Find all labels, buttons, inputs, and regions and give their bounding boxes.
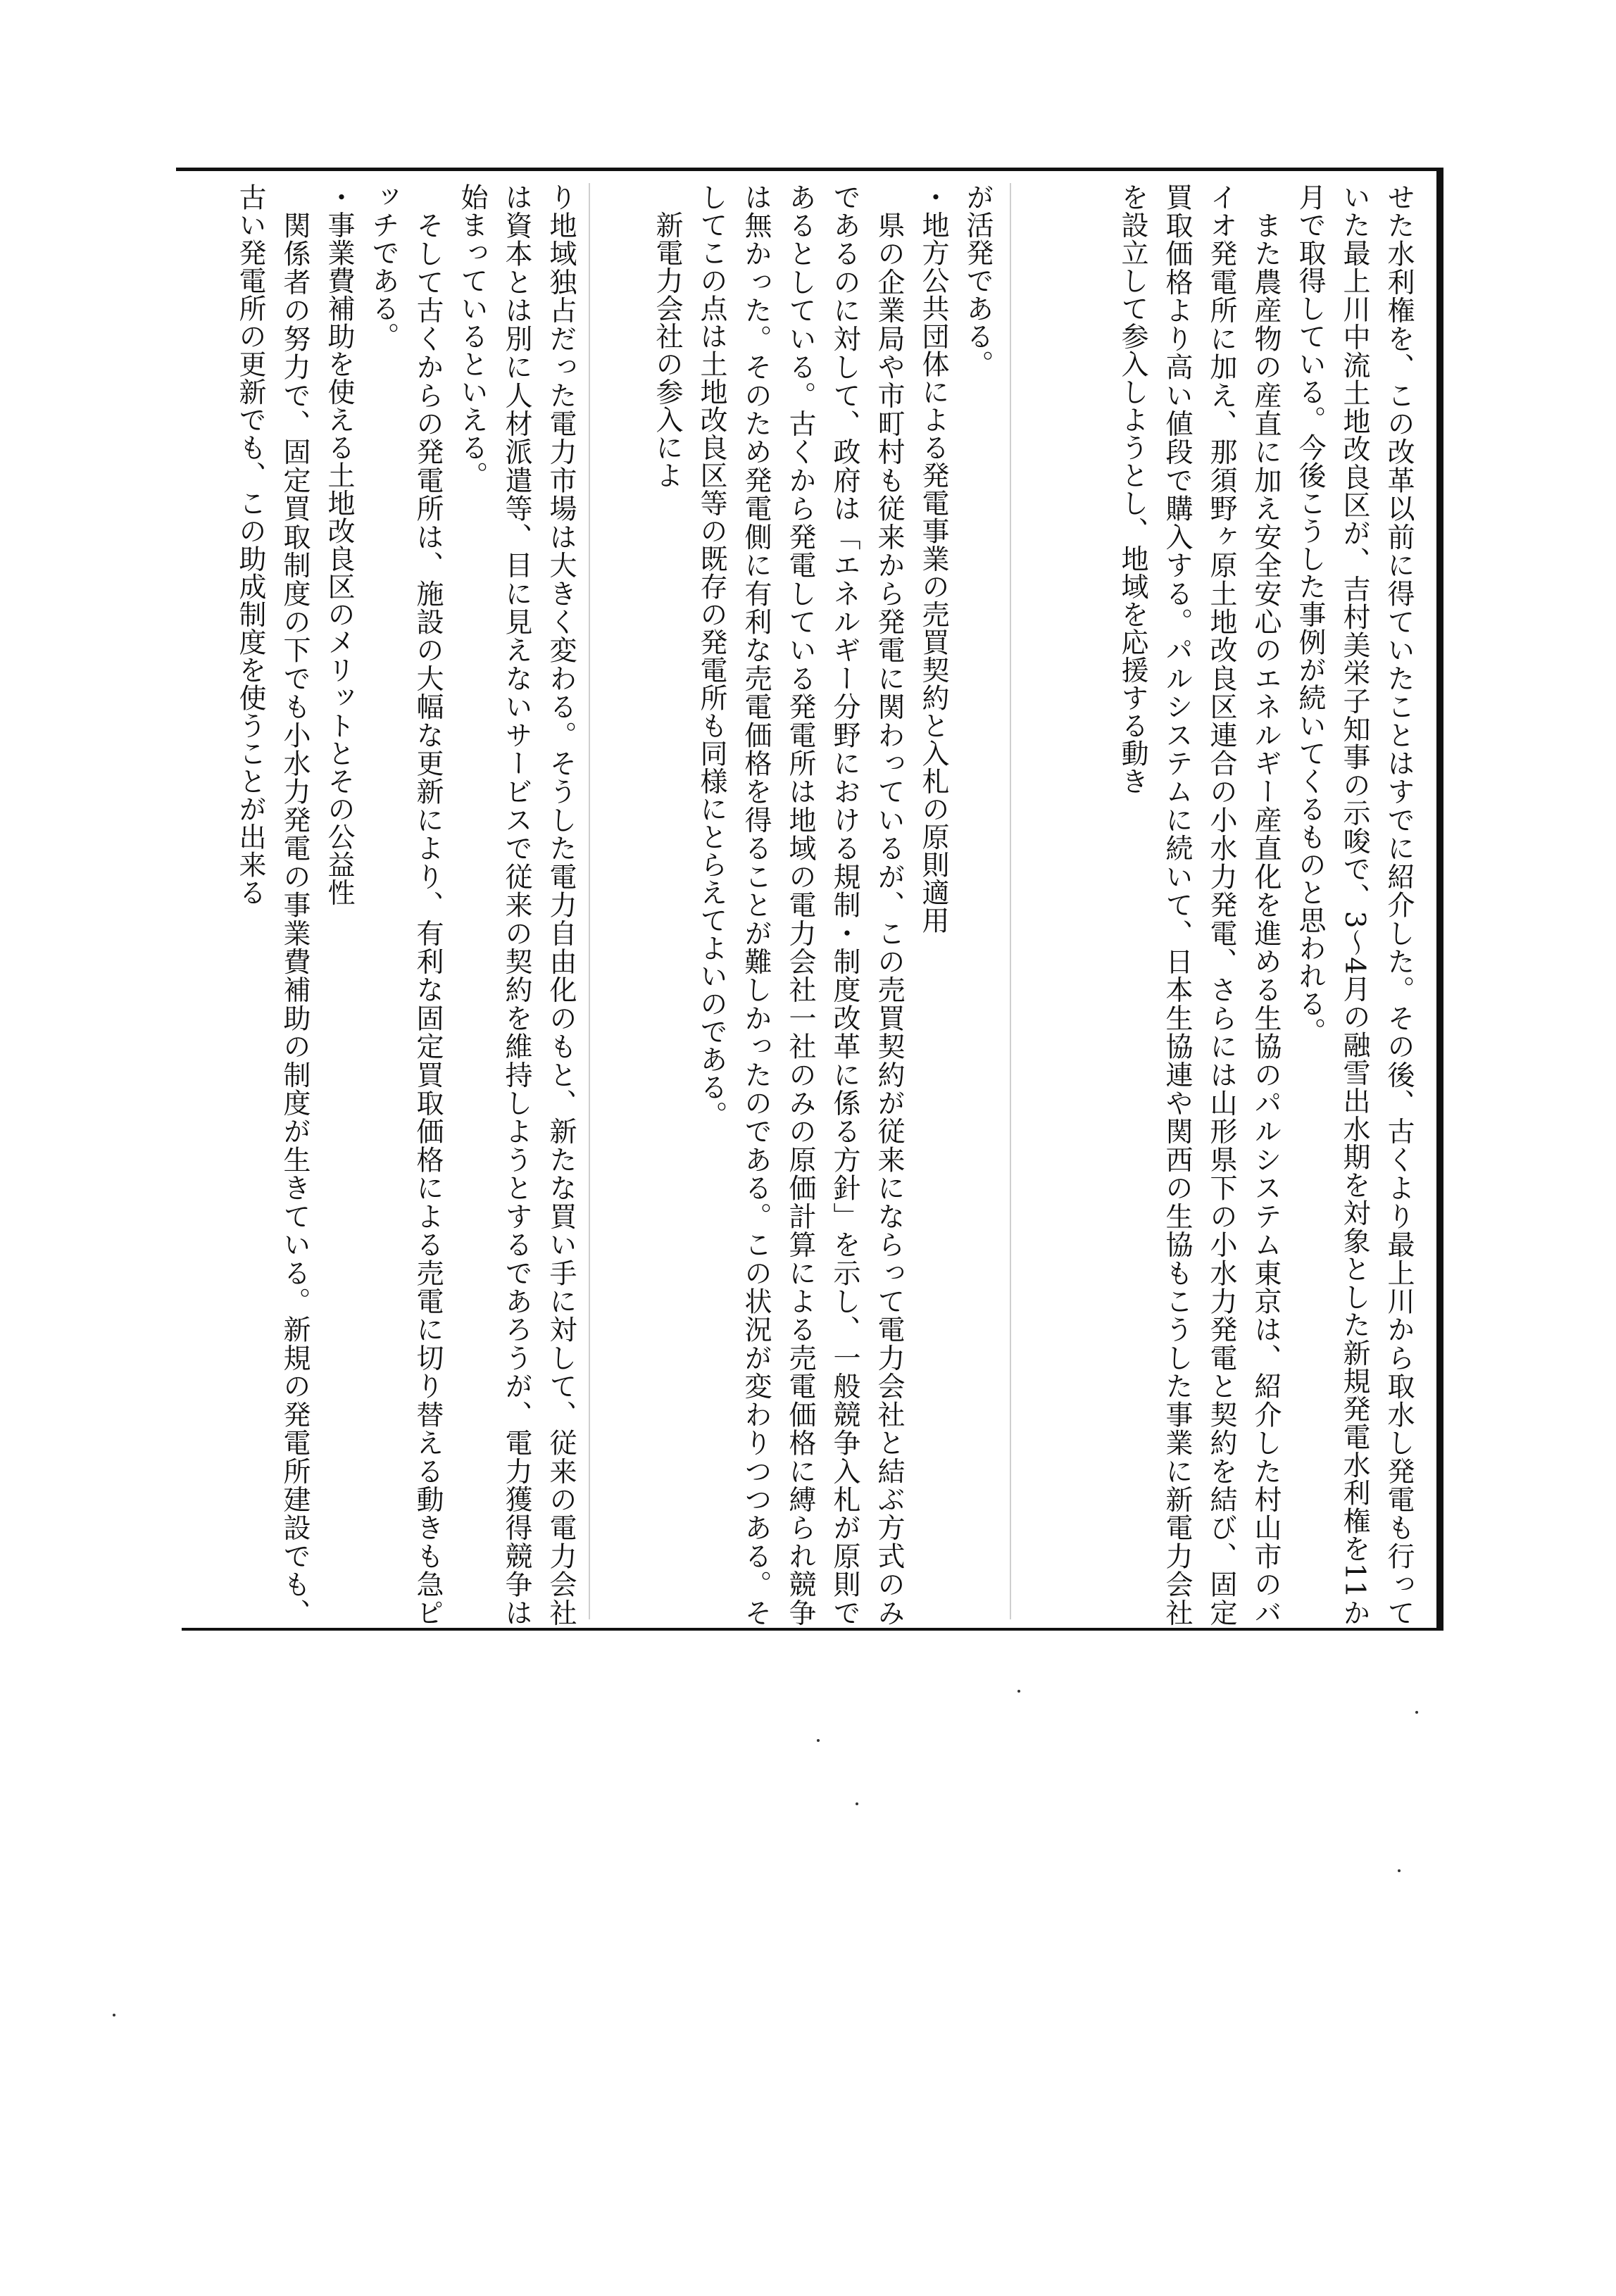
column-divider [589, 183, 590, 1619]
scan-speck [113, 2014, 115, 2016]
scan-speck [1017, 1690, 1020, 1693]
scan-speck [1415, 1711, 1418, 1714]
bottom-rule [182, 1628, 1443, 1631]
article-column-2: が活発である。 ・地方公共団体による発電事業の売買契約と入札の原則適用 県の企業局や市町村も従来から発電に関わっているが、この売買契約が従来にならって電力会社と結ぶ方式のみであるのに対して、政府は「エネルギー分野における規制・制度改革に係る方針」を示し、一般競争入札が原則であるとしている。古くから発電している発電所は地域の電力会社一社のみの原価計算による売電価格に縛られ競争は無かった。そのため発電側に有利な売電価格を得ることが難しかったのである。この状況が変わりつつある。そしてこの点は土地改良区等の既存の発電所も同様にとらえてよいのである。 新電力会社の参入によ [651, 183, 994, 1626]
scan-speck [817, 1739, 820, 1742]
column-divider [1010, 183, 1011, 1619]
top-rule [176, 168, 1436, 171]
scan-speck [1398, 1869, 1401, 1872]
scan-speck [856, 1802, 858, 1805]
newspaper-clipping [168, 168, 1443, 1633]
article-column-1: せた水利権を、この改革以前に得ていたことはすでに紹介した。その後、古くより最上川から取水し発電も行っていた最上川中流土地改良区が、吉村美栄子知事の示唆で、3～4月の融雪出水期を対象とした新規発電水利権を11か月で取得している。今後こうした事例が続いてくるものと思われる。 また農産物の産直に加え安全安心のエネルギー産直化を進める生協のパルシステム東京は、紹介した村山市のバイオ発電所に加え、那須野ヶ原土地改良区連合の小水力発電、さらには山形県下の小水力発電と契約を結び、固定買取価格より高い値段で購入する。パルシステムに続いて、日本生協連や関西の生協もこうした事業に新電力会社を設立して参入しようとし、地域を応援する動き [1117, 183, 1415, 1626]
right-rule [1436, 168, 1443, 1629]
article-column-3: り地域独占だった電力市場は大きく変わる。そうした電力自由化のもと、新たな買い手に対して、従来の電力会社は資本とは別に人材派遣等、目に見えないサービスで従来の契約を維持しようとするであろうが、電力獲得競争は始まっているといえる。 そして古くからの発電所は、施設の大幅な更新により、有利な固定買取価格による売電に切り替える動きも急ピッチである。 ・事業費補助を使える土地改良区のメリットとその公益性 関係者の努力で、固定買取制度の下でも小水力発電の事業費補助の制度が生きている。新規の発電所建設でも、古い発電所の更新でも、この助成制度を使うことが出来る [234, 183, 577, 1626]
